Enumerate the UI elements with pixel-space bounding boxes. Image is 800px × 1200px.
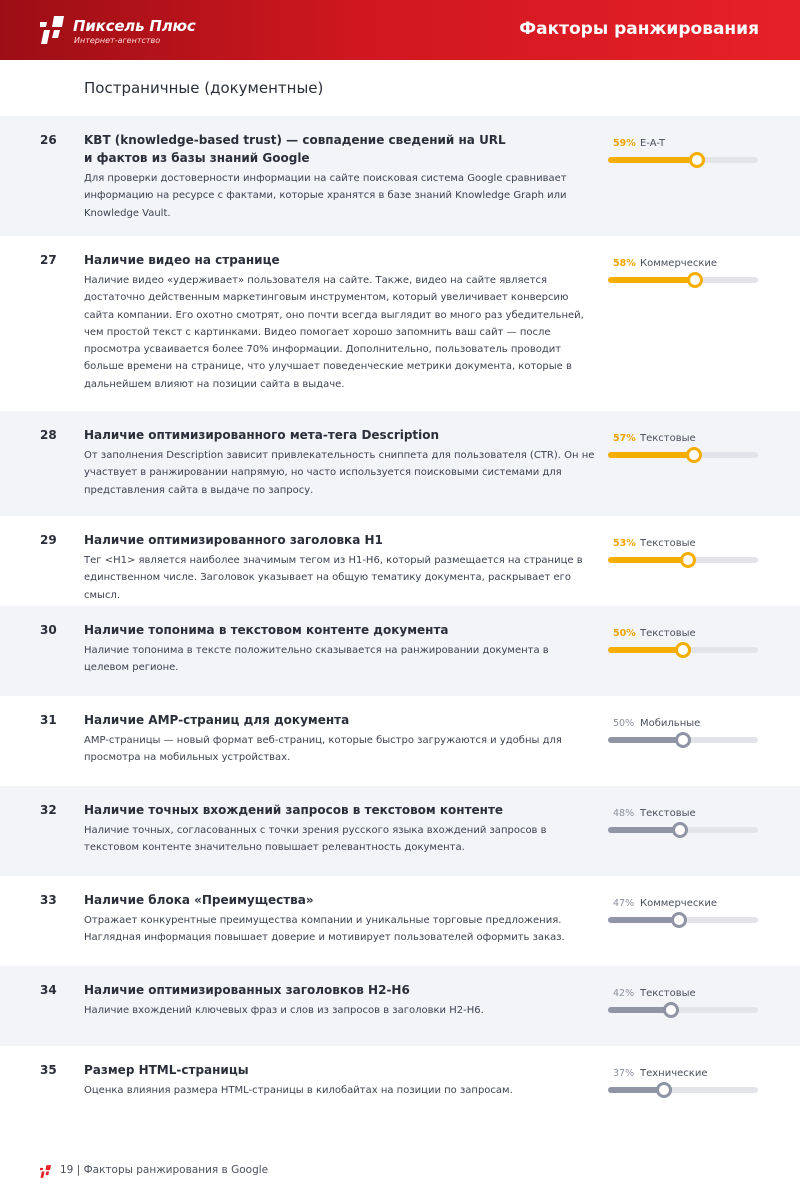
factor-title: Наличие блока «Преимущества» (84, 893, 314, 907)
brand-tagline: Интернет-агентство (74, 36, 161, 45)
factor-percent: 50% (613, 628, 636, 639)
factor-number: 28 (40, 428, 57, 442)
factor-category: Текстовые (640, 808, 696, 819)
factor-description: Отражает конкурентные преимущества компании и уникальные торговые предложения. Наглядная информация повышает доверие и мотивирует пользователей оформить заказ. (84, 915, 565, 944)
meter-fill (608, 452, 694, 458)
page-number: 19 (60, 1164, 74, 1176)
factor-meter (608, 1068, 758, 1098)
factor-row (0, 1046, 800, 1120)
factor-number: 30 (40, 623, 57, 637)
factor-meter (608, 988, 758, 1018)
factor-title: KBT (knowledge-based trust) — совпадение сведений на URL и фактов из базы знаний Google (84, 133, 506, 165)
factor-category: Мобильные (640, 718, 701, 729)
meter-knob (675, 732, 691, 748)
meter-track (608, 647, 758, 653)
meter-fill (608, 157, 697, 163)
factor-percent: 47% (613, 898, 635, 909)
meter-knob (687, 272, 703, 288)
meter-fill (608, 737, 683, 743)
meter-knob (671, 912, 687, 928)
factor-number: 29 (40, 533, 57, 547)
footer-title: Факторы ранжирования в Google (83, 1164, 269, 1176)
factor-title: Наличие видео на странице (84, 253, 280, 267)
factor-title: Наличие AMP-страниц для документа (84, 713, 350, 727)
factor-meter (608, 718, 758, 748)
factor-meter (608, 433, 758, 463)
page-header (0, 0, 800, 60)
factor-percent: 42% (613, 988, 635, 999)
factor-description: Наличие точных, согласованных с точки зрения русского языка вхождений запросов в текстовом контенте значительно повышает релевантность документа. (84, 825, 547, 854)
factor-row (0, 236, 800, 411)
factor-row (0, 606, 800, 696)
meter-fill (608, 1007, 671, 1013)
factor-description: Наличие видео «удерживает» пользователя на сайте. Также, видео на сайте является достаточно действенным маркетинговым инструментом, который увеличивает конверсию сайта компании. Его охотно смотрят, оно почти всегда выглядит во много раз убедительней, чем простой текст с картинками. Видео помогает хорошо запомнить ваш сайт — после просмотра усваивается более 70% информации. Дополнительно, пользователь проводит больше времени на странице, что улучшает поведенческие метрики документа, которые в дальнейшем влияют на позиции сайта в выдаче. (84, 275, 584, 390)
factor-title: Наличие точных вхождений запросов в текстовом контенте (84, 803, 504, 817)
factor-category: E-A-T (640, 138, 666, 149)
meter-fill (608, 917, 679, 923)
pixel-plus-logo-icon (40, 16, 64, 44)
meter-track (608, 277, 758, 283)
factor-number: 35 (40, 1063, 57, 1077)
factor-category: Текстовые (640, 433, 696, 444)
section-title: Постраничные (документные) (84, 79, 324, 97)
factor-number: 32 (40, 803, 57, 817)
factor-category: Текстовые (640, 538, 696, 549)
factor-meter (608, 138, 758, 168)
meter-knob (680, 552, 696, 568)
meter-knob (663, 1002, 679, 1018)
factor-description: Наличие топонима в тексте положительно сказывается на ранжировании документа в целевом регионе. (84, 645, 549, 674)
meter-fill (608, 557, 688, 563)
factor-number: 26 (40, 133, 57, 147)
factor-meter (608, 898, 758, 928)
factor-meter (608, 628, 758, 658)
factor-description: От заполнения Description зависит привлекательность сниппета для пользователя (CTR). Он не участвует в ранжировании напрямую, но часто используется поисковыми системами для представления сайта в выдаче по запросу. (84, 450, 595, 496)
meter-track (608, 827, 758, 833)
factor-row (0, 696, 800, 786)
factor-description: Оценка влияния размера HTML-страницы в килобайтах на позиции по запросам. (84, 1085, 513, 1096)
factor-row (0, 786, 800, 876)
footer-text (60, 1164, 268, 1176)
factor-description: Тег <H1> является наиболее значимым тегом из H1-H6, который размещается на странице в единственном числе. Заголовок указывает на общую тематику документа, раскрывает его смысл. (84, 555, 583, 601)
factor-category: Коммерческие (640, 898, 718, 909)
factor-row (0, 411, 800, 516)
meter-fill (608, 647, 683, 653)
factor-percent: 48% (613, 808, 635, 819)
meter-knob (656, 1082, 672, 1098)
factor-percent: 53% (613, 538, 636, 549)
header-title: Факторы ранжирования (519, 19, 759, 39)
factor-title: Наличие оптимизированных заголовков H2-H6 (84, 983, 410, 997)
factor-meter (608, 258, 758, 288)
factor-title: Размер HTML-страницы (84, 1063, 249, 1077)
meter-knob (686, 447, 702, 463)
meter-fill (608, 827, 680, 833)
factor-description: Для проверки достоверности информации на сайте поисковая система Google сравнивает информацию на ресурсе с фактами, которые хранятся в базе знаний Knowledge Graph или Knowledge Vault. (84, 173, 567, 219)
factor-category: Текстовые (640, 988, 696, 999)
factor-category: Технические (640, 1068, 708, 1079)
factor-description: AMP-страницы — новый формат веб-страниц, которые быстро загружаются и удобны для просмотра на мобильных устройствах. (84, 735, 562, 764)
factor-percent: 37% (613, 1068, 635, 1079)
factor-percent: 59% (613, 138, 636, 149)
brand-name: Пиксель Плюс (73, 17, 196, 35)
meter-track (608, 157, 758, 163)
factor-percent: 58% (613, 258, 636, 269)
factor-number: 33 (40, 893, 57, 907)
meter-track (608, 452, 758, 458)
factor-row (0, 876, 800, 966)
meter-track (608, 1007, 758, 1013)
factor-number: 34 (40, 983, 57, 997)
factor-row (0, 966, 800, 1046)
factor-description: Наличие вхождений ключевых фраз и слов из запросов в заголовки H2-H6. (84, 1005, 484, 1016)
factor-percent: 57% (613, 433, 636, 444)
factor-row (0, 116, 800, 236)
meter-track (608, 737, 758, 743)
factor-meter (608, 538, 758, 568)
factor-title: Наличие оптимизированного заголовка H1 (84, 533, 383, 547)
factor-title: Наличие топонима в текстовом контенте документа (84, 623, 449, 637)
meter-track (608, 557, 758, 563)
meter-track (608, 917, 758, 923)
pixel-plus-logo-icon (40, 1165, 51, 1178)
factor-row (0, 516, 800, 606)
meter-knob (675, 642, 691, 658)
factor-number: 31 (40, 713, 57, 727)
meter-track (608, 1087, 758, 1093)
meter-knob (672, 822, 688, 838)
meter-fill (608, 277, 695, 283)
factor-percent: 50% (613, 718, 635, 729)
footer-separator: | (76, 1164, 81, 1176)
factor-title: Наличие оптимизированного мета-тега Description (84, 428, 440, 442)
factor-category: Коммерческие (640, 258, 718, 269)
factor-meter (608, 808, 758, 838)
meter-knob (689, 152, 705, 168)
factor-category: Текстовые (640, 628, 696, 639)
factor-number: 27 (40, 253, 57, 267)
